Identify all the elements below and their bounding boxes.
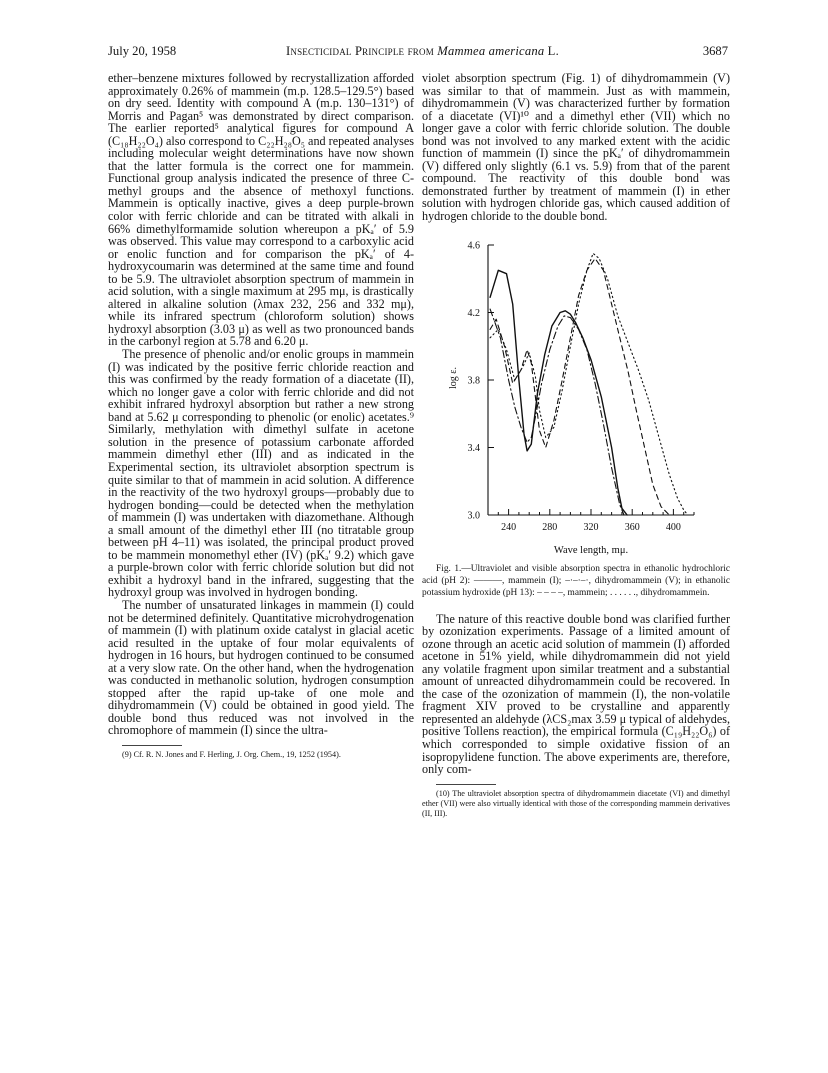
x-axis-label: Wave length, mμ. <box>553 544 629 556</box>
y-tick-label: 3.0 <box>467 510 480 522</box>
right-paragraph-2: The nature of this reactive double bond was clarified further by ozonization experiments. Passage of a limited amount of ozone through an acetic acid solution of mammein (I) afforded acetone in 51% yield, while dihydromammein did not yield any volatile fragment upon similar treatment and a substantial amount of unreacted dihydromammein could be recovered. In the case of the ozonization of mammein (I), the non-volatile fragment XIV proved to be crystalline and apparently represented an aldehyde (λCS₂max 3.59 μ typical of aldehydes, positive Tollens reaction), the empirical formula (C₁₉H₂₂O₆) of which corresponded to simple oxidative fission of an isopropylidene function. The above experiments are, therefore, only com- <box>422 611 730 777</box>
spacer <box>422 599 730 613</box>
y-tick-label: 4.2 <box>467 307 480 319</box>
y-tick-label: 3.8 <box>467 375 480 387</box>
left-column <box>108 72 414 760</box>
left-paragraph-3: The number of unsaturated linkages in mammein (I) could not be determined definitely. Quantitative microhydrogenation of mammein (I) with platinum oxide catalyst in glacial acetic acid resulted in the uptake of four molar equivalents of hydrogen in 16 hours, but hydrogen continued to be consumed at a very slow rate. On the other hand, when the hydrogenation was conducted in methanolic solution, hydrogen consumption stopped after the rapid up-take of one mole and dihydromammein (V) could be obtained in good yield. The double bond thus reduced was not involved in the chromophore of mammein (I) since the ultra- <box>108 597 414 738</box>
footnote-rule <box>122 745 182 746</box>
x-tick-label: 400 <box>665 521 681 533</box>
footnote-rule-right <box>436 784 496 785</box>
header-title-end: L. <box>544 44 559 58</box>
header-title-species: Mammea americana <box>437 44 545 58</box>
y-tick-label: 3.4 <box>467 442 480 454</box>
left-paragraph-1: ether–benzene mixtures followed by recrystallization afforded approximately 0.26% of mammein (m.p. 128.5–129.5°) based on dry seed. Identity with compound A (m.p. 130–131°) of Morris and Pagan⁵ was demonstrated by direct comparison. The earlier reported⁵ analytical figures for compound A (C₁₈H₂₂O₄) also correspond to C₂₂H₂₈O₅ and repeated analyses including molecular weight determinations have now shown that the latter formula is the correct one for mammein. Functional group analysis indicated the presence of three C-methyl groups and the absence of methoxyl functions. Mammein is optically inactive, gives a deep purple-brown color with ferric chloride and can be titrated with alkali in 66% dimethylformamide solution whereupon a pKₐ′ of 5.9 was observed. This value may correspond to a carboxylic acid or enolic function and for comparison the pKₐ′ of 4-hydroxycoumarin was determined at the same time and found to be 5.9. The ultraviolet absorption spectrum of mammein in acid solution, with a single maximum at 295 mμ, is drastically altered in alkaline solution (λmax 232, 256 and 332 mμ), while its infrared spectrum (chloroform solution) shows hydroxyl absorption (3.03 μ) as well as two pronounced bands in the carbonyl region at 5.78 and 6.20 μ. <box>108 71 414 349</box>
header-page-number: 3687 <box>702 44 728 58</box>
x-tick-label: 360 <box>624 521 640 533</box>
x-tick-label: 280 <box>542 521 558 533</box>
spectrum-line-solid <box>490 270 627 515</box>
header-date: July 20, 1958 <box>108 44 177 58</box>
y-tick-label: 4.6 <box>467 240 480 252</box>
right-column <box>422 72 730 819</box>
left-footnote: (9) Cf. R. N. Jones and F. Herling, J. Org. Chem., 19, 1252 (1954). <box>122 749 341 759</box>
chart-ticks <box>468 240 695 533</box>
x-tick-label: 240 <box>501 521 517 533</box>
uv-spectrum-chart <box>422 235 730 563</box>
figure-1 <box>422 235 730 563</box>
spectrum-line-dashed <box>490 258 675 515</box>
chart-series <box>490 253 688 515</box>
x-tick-label: 320 <box>583 521 599 533</box>
right-footnote: (10) The ultraviolet absorption spectra of dihydromammein diacetate (VI) and dimethyl ether (VII) were also virtually identical with those of the corresponding mammein derivatives (II, III). <box>422 788 730 818</box>
header-title-start: Insecticidal Principle from <box>286 44 438 58</box>
header-title <box>286 44 559 59</box>
y-axis-label: log ε. <box>448 366 459 389</box>
right-paragraph-1: violet absorption spectrum (Fig. 1) of dihydromammein (V) was similar to that of mammein. Just as with mammein, dihydromammein (V) was characterized further by formation of a diacetate (VI)¹⁰ and a dimethyl ether (VII) which no longer gave a color with ferric chloride solution. The double bond was not involved to any marked extent with the acidic function of mammein (I) since the pKₐ′ of dihydromammein (V) differed only slightly (6.1 vs. 5.9) from that of the parent compound. The reactivity of this double bond was demonstrated further by treatment of mammein (I) in ether solution with hydrogen chloride gas, which caused addition of hydrogen chloride to the double bond. <box>422 71 730 224</box>
running-header <box>108 44 728 60</box>
left-paragraph-2: The presence of phenolic and/or enolic groups in mammein (I) was indicated by the positive ferric chloride reaction and this was confirmed by the ready formation of a diacetate (II), which no longer gave a color with ferric chloride and did not exhibit infrared hydroxyl absorption but rather a new strong band at 5.62 μ corresponding to phenolic (or enolic) acetates.⁹ Similarly, methylation with dimethyl sulfate in acetone solution in the presence of potassium carbonate afforded mammein dimethyl ether (III) and as indicated in the Experimental section, its ultraviolet absorption spectrum is quite similar to that of mammein in acid solution. A difference in the reactivity of the two hydroxyl groups—probably due to hydrogen bonding—could be detected when the methylation of mammein (I) was undertaken with diazomethane. Although a small amount of the dimethyl ether III (no titratable group between pH 4–11) was isolated, the principal product proved to be mammein monomethyl ether (IV) (pKₐ′ 9.2) which gave a purple-brown color with ferric chloride solution but did not exhibit a hydroxyl band in the infrared, suggesting that the hydroxyl group was involved in hydrogen bonding. <box>108 347 414 600</box>
figure-caption: Fig. 1.—Ultraviolet and visible absorption spectra in ethanolic hydrochloric acid (pH 2): ———, mammein (I); –·–·–·, dihydromammein (V); in ethanolic potassium hydroxide (pH 13): – – – –, mammein; . . . . . ., dihydromammein. <box>422 563 730 598</box>
